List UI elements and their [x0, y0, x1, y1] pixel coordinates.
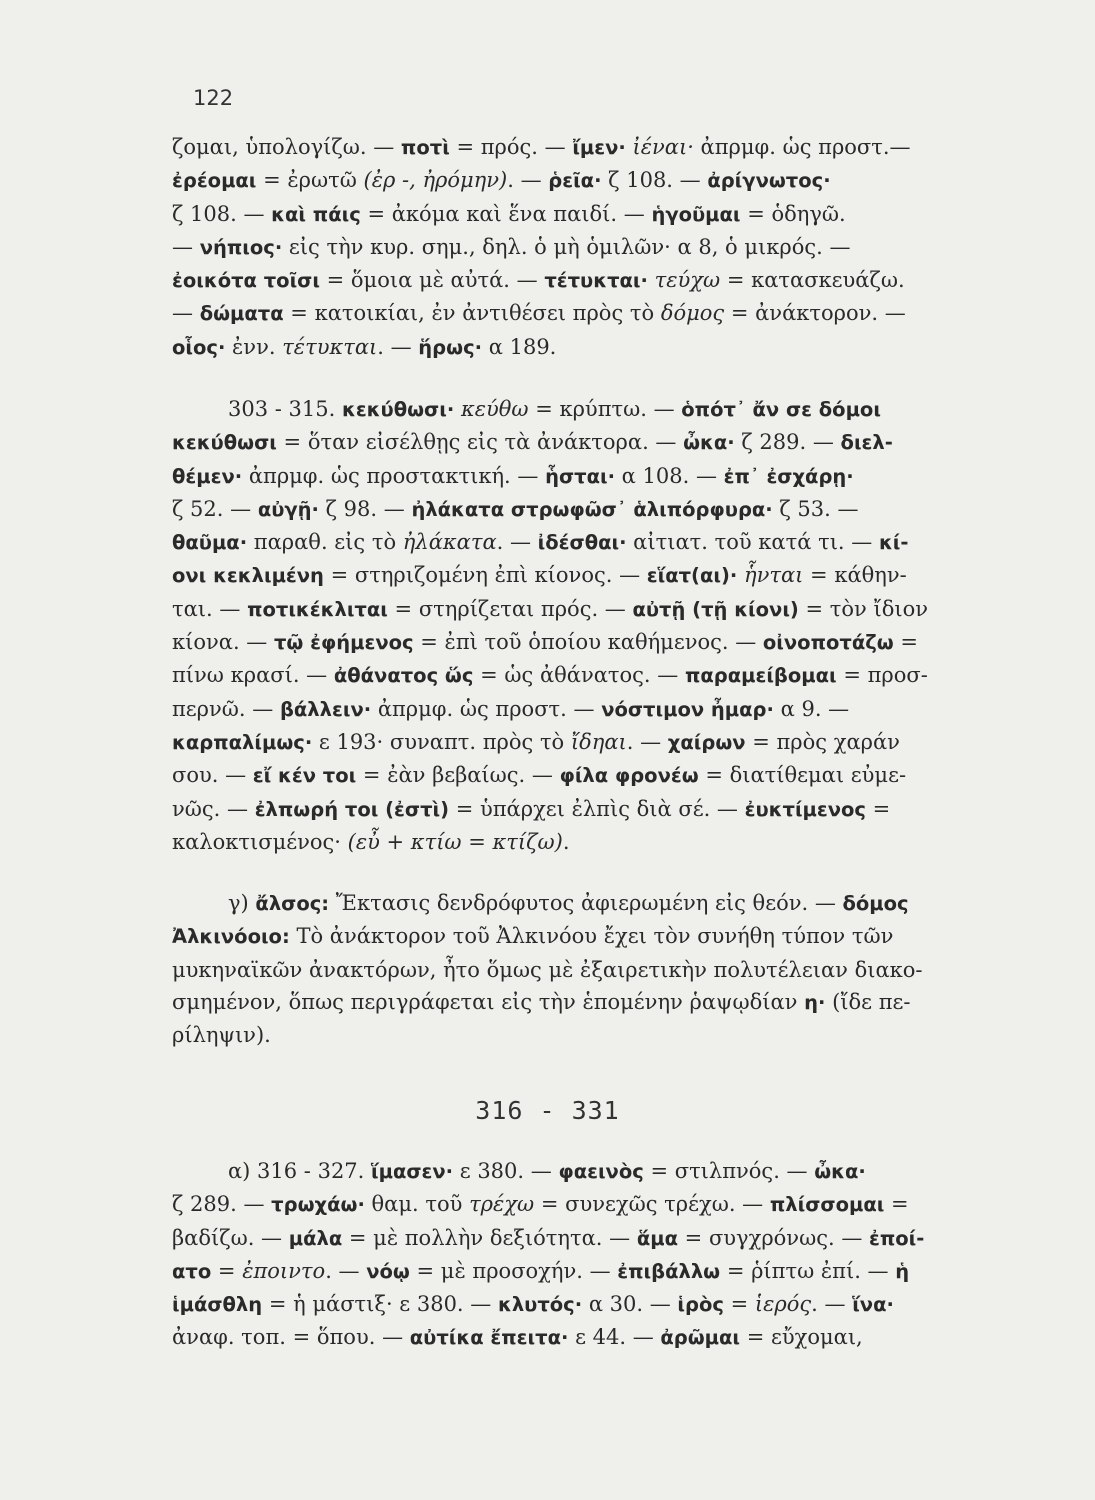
text-line: — νήπιος· εἰς τὴν κυρ. σημ., δηλ. ὁ μὴ ὁμιλῶν· α 8, ὁ μικρός. —	[172, 234, 851, 259]
text-line: ρίληψιν).	[172, 1023, 271, 1048]
text-line: οἷος· ἐνν. τέτυκται. — ἥρως· α 189.	[172, 334, 557, 359]
text-line: ζ 289. — τρωχάω· θαμ. τοῦ τρέχω = συνεχῶς τρέχω. — πλίσσομαι =	[172, 1192, 909, 1217]
text-line: νῶς. — ἐλπωρή τοι (ἐστὶ) = ὑπάρχει ἐλπὶς διὰ σέ. — ἐυκτίμενος =	[172, 796, 891, 821]
text-line: κίονα. — τῷ ἐφήμενος = ἐπὶ τοῦ ὁποίου καθήμενος. — οἰνοποτάζω =	[172, 630, 918, 655]
text-line: θαῦμα· παραθ. εἰς τὸ ἠλάκατα. — ἰδέσθαι· αἰτιατ. τοῦ κατά τι. — κί-	[172, 530, 909, 555]
paragraph-glossary-1	[172, 131, 1004, 364]
text-line: κεκύθωσι = ὅταν εἰσέλθῃς εἰς τὰ ἀνάκτορα. — ὦκα· ζ 289. — διελ-	[172, 430, 893, 455]
text-line: α) 316 - 327. ἵμασεν· ε 380. — φαεινὸς = στιλπνός. — ὦκα·	[228, 1159, 866, 1183]
text-line: καλοκτισμένος· (εὖ + κτίω = κτίζω).	[172, 829, 570, 854]
text-line: ἐοικότα τοῖσι = ὅμοια μὲ αὐτά. — τέτυκται· τεύχω = κατασκευάζω.	[172, 268, 905, 293]
text-line: περνῶ. — βάλλειν· ἀπρμφ. ὡς προστ. — νόστιμον ἦμαρ· α 9. —	[172, 696, 850, 721]
text-line: — δώματα = κατοικίαι, ἐν ἀντιθέσει πρὸς τὸ δόμος = ἀνάκτορον. —	[172, 301, 906, 326]
paragraph-glossary-303-315	[172, 393, 1004, 858]
text-line: καρπαλίμως· ε 193· συναπτ. πρὸς τὸ ἴδηαι. — χαίρων = πρὸς χαράν	[172, 729, 900, 754]
text-line: 303 - 315. κεκύθωσι· κεύθω = κρύπτω. — ὁπότ᾿ ἄν σε δόμοι	[228, 397, 881, 421]
text-line: ατο = ἐποιντο. — νόῳ = μὲ προσοχήν. — ἐπιβάλλω = ῥίπτω ἐπί. — ἡ	[172, 1258, 910, 1283]
text-line: ἀναφ. τοπ. = ὅπου. — αὐτίκα ἔπειτα· ε 44. — ἀρῶμαι = εὔχομαι,	[172, 1325, 863, 1350]
text-line: ζ 52. — αὐγῇ· ζ 98. — ἠλάκατα στρωφῶσ᾿ ἁλιπόρφυρα· ζ 53. —	[172, 496, 859, 521]
text-line: σου. — εἴ κέν τοι = ἐὰν βεβαίως. — φίλα φρονέω = διατίθεμαι εὐμε-	[172, 763, 907, 788]
text-line: ται. — ποτικέκλιται = στηρίζεται πρός. — αὐτῇ (τῇ κίονι) = τὸν ἴδιον	[172, 596, 929, 621]
text-line: ζ 108. — καὶ πάις = ἀκόμα καὶ ἕνα παιδί. — ἡγοῦμαι = ὁδηγῶ.	[172, 201, 846, 226]
text-line: σμημένον, ὅπως περιγράφεται εἰς τὴν ἑπομένην ῥαψῳδίαν η· (ἴδε πε-	[172, 989, 911, 1014]
paragraph-commentary-gamma	[172, 887, 1004, 1051]
text-line: ἐρέομαι = ἐρωτῶ (ἐρ -, ἠρόμην). — ῥεῖα· ζ 108. — ἀρίγνωτος·	[172, 168, 831, 193]
section-heading: 316 - 331	[475, 1096, 620, 1125]
text-line: θέμεν· ἀπρμφ. ὡς προστακτική. — ἧσται· α 108. — ἐπ᾿ ἐσχάρῃ·	[172, 463, 854, 488]
text-line: ἱμάσθλη = ἡ μάστιξ· ε 380. — κλυτός· α 30. — ἱρὸς = ἱερός. — ἵνα·	[172, 1292, 894, 1317]
page-number: 122	[193, 86, 234, 110]
text-line: γ) ἄλσος: Ἔκτασις δενδρόφυτος ἀφιερωμένη εἰς θεόν. — δόμος	[228, 891, 909, 915]
text-line: πίνω κρασί. — ἀθάνατος ὥς = ὡς ἀθάνατος. — παραμείβομαι = προσ-	[172, 663, 928, 688]
text-line: Ἀλκινόοιο: Τὸ ἀνάκτορον τοῦ Ἀλκινόου ἔχει τὸν συνήθη τύπον τῶν	[172, 924, 894, 949]
text-line: μυκηναϊκῶν ἀνακτόρων, ἦτο ὅμως μὲ ἐξαιρετικὴν πολυτέλειαν διακο-	[172, 957, 923, 982]
paragraph-glossary-316-327	[172, 1155, 1004, 1355]
text-line: βαδίζω. — μάλα = μὲ πολλὴν δεξιότητα. — ἅμα = συγχρόνως. — ἐποί-	[172, 1225, 925, 1250]
text-line: ονι κεκλιμένη = στηριζομένη ἐπὶ κίονος. — εἵατ(αι)· ἧνται = κάθην-	[172, 563, 907, 588]
text-line: ζομαι, ὑπολογίζω. — ποτὶ = πρός. — ἴμεν· ἰέναι· ἀπρμφ. ὡς προστ.—	[172, 135, 911, 159]
